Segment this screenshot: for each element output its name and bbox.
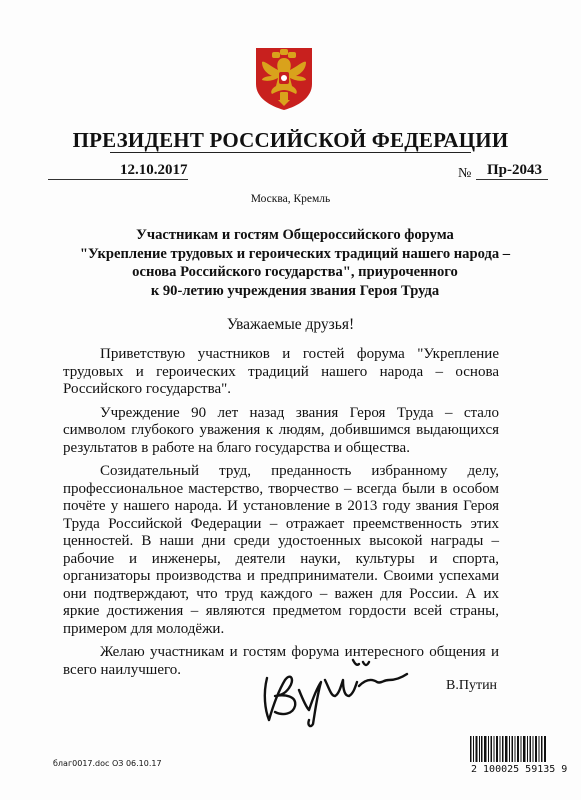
addressee-line: Участникам и гостям Общероссийского форума [136,227,454,243]
signer-name: В.Путин [446,678,498,693]
issue-place: Москва, Кремль [250,193,331,205]
salutation: Уважаемые друзья! [226,316,355,333]
addressee-line: основа Российского государства", приуроченного [132,264,458,280]
coat-of-arms-icon [250,44,318,112]
body-paragraph: Созидательный труд, преданность избранному делу, профессиональное мастерство, творчество – всегда были в особом почёте у нашего народа. И установление в 2013 году звания Героя Труда Российской Федерации – отражает преемственность этих ценностей. В наши дни среди удостоенных высокой награды – рабочие и инженеры, деятели науки, культуры и спорта, организаторы производства и предприниматели. Своими успехами они подтверждают, что труд каждого – важен для России. А их яркие достижения – являются предметом гордости всей страны, примером для молодёжи. [63,463,499,637]
body-paragraph: Приветствую участников и гостей форума "Укрепление трудовых и героических традиций нашего народа – основа Российского государства". [63,346,499,397]
barcode-number: 2 100025 59135 9 [471,764,568,775]
number-sign: № [458,166,472,181]
signature-icon [255,650,415,730]
addressee-line: "Укрепление трудовых и героических традиций нашего народа – [79,245,511,262]
date-underline [48,179,188,180]
barcode-icon [470,736,546,762]
issuer-title: ПРЕЗИДЕНТ РОССИЙСКОЙ ФЕДЕРАЦИИ [72,128,509,152]
addressee-line: к 90-летию учреждения звания Героя Труда [150,282,440,299]
body-paragraph: Учреждение 90 лет назад звания Героя Труда – стало символом глубокого уважения к людям, добившимся выдающихся результатов в работе на благо государства и общества. [63,404,499,456]
letter-body [63,346,499,685]
body-paragraph: Желаю участникам и гостям форума интересного общения и всего наилучшего. [63,644,499,678]
header-divider [110,152,471,153]
addressee-block [60,226,530,300]
document-date: 12.10.2017 [120,162,188,178]
number-underline [476,179,548,180]
file-reference: благ0017.doc ОЗ 06.10.17 [53,759,162,768]
document-number: Пр-2043 [487,162,543,178]
